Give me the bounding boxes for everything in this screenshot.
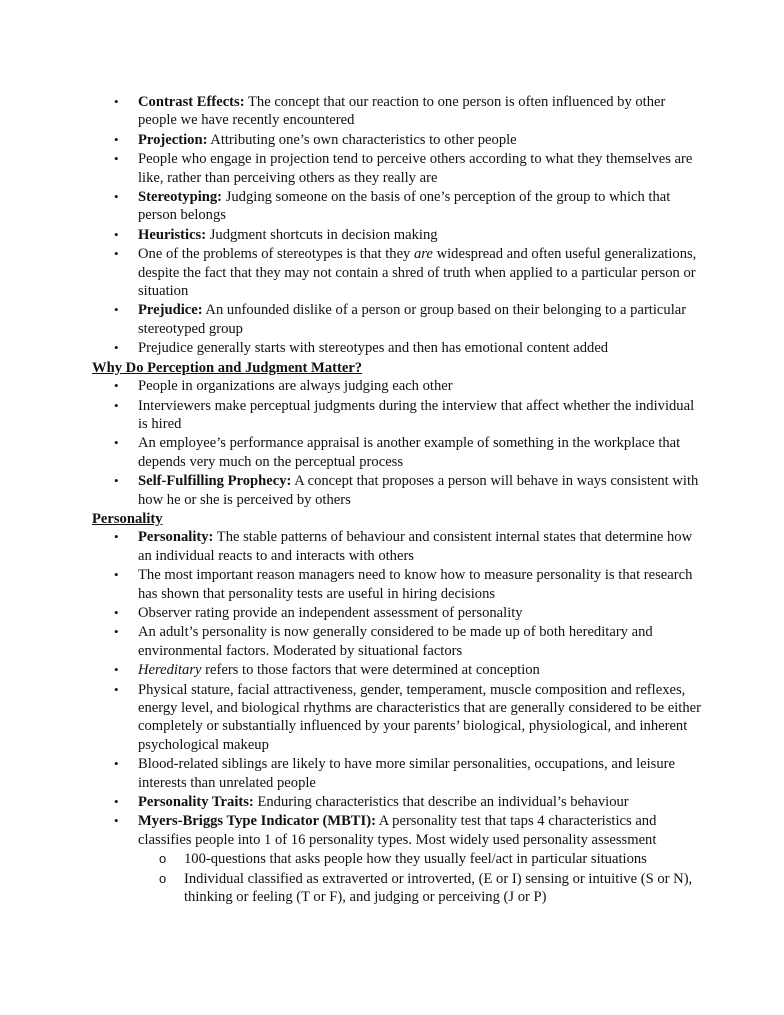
item-text: The most important reason managers need to know how to measure personality is that research has shown that personality tests are useful in hiring decisions xyxy=(138,567,693,602)
list-item-personality-traits xyxy=(92,793,702,811)
term-label: Self-Fulfilling Prophecy: xyxy=(138,473,292,490)
list-item xyxy=(92,566,702,603)
list-item-stereotype-problems xyxy=(92,245,702,300)
bullet-icon: • xyxy=(114,302,119,318)
bullet-icon: • xyxy=(114,189,119,205)
definition-text: Enduring characteristics that describe an individual’s behaviour xyxy=(253,794,629,811)
item-text-emphasis: are xyxy=(414,246,433,263)
item-text: People who engage in projection tend to perceive others according to what they themselves are like, rather than perceiving others as they really are xyxy=(138,151,693,186)
perception-list xyxy=(92,93,702,358)
bullet-icon: • xyxy=(114,624,119,640)
bullet-icon: • xyxy=(114,813,119,829)
bullet-icon: • xyxy=(114,567,119,583)
definition-text: Attributing one’s own characteristics to other people xyxy=(207,131,517,148)
bullet-icon: • xyxy=(114,131,119,147)
circle-bullet-icon: o xyxy=(159,851,167,867)
bullet-icon: • xyxy=(114,226,119,242)
list-item-mbti xyxy=(92,812,702,849)
bullet-icon: • xyxy=(114,794,119,810)
bullet-icon: • xyxy=(114,340,119,356)
item-text: Blood-related siblings are likely to have more similar personalities, occupations, and leisure interests than unrelated people xyxy=(138,756,675,791)
why-matter-list xyxy=(92,377,702,509)
item-text: An employee’s performance appraisal is another example of something in the workplace that depends very much on the perceptual process xyxy=(138,435,681,470)
bullet-icon: • xyxy=(114,246,119,262)
definition-text: The concept that our reaction to one person is often influenced by other people we have recently encountered xyxy=(138,94,666,129)
term-label: Stereotyping: xyxy=(138,189,223,206)
list-item xyxy=(92,377,702,395)
item-text: An adult’s personality is now generally considered to be made up of both hereditary and environmental factors. Moderated by situational factors xyxy=(138,624,653,659)
definition-text: Judgment shortcuts in decision making xyxy=(206,226,438,243)
term-label: Contrast Effects: xyxy=(138,94,245,110)
list-item-contrast-effects xyxy=(92,93,702,130)
item-text: Observer rating provide an independent assessment of personality xyxy=(138,604,523,621)
circle-bullet-icon: o xyxy=(159,870,167,886)
term-label: Myers-Briggs Type Indicator (MBTI): xyxy=(138,813,376,830)
bullet-icon: • xyxy=(114,681,119,697)
list-item-heuristics xyxy=(92,226,702,244)
item-text-pre: One of the problems of stereotypes is that they xyxy=(138,246,414,263)
list-item xyxy=(92,755,702,792)
definition-text: The stable patterns of behaviour and consistent internal states that determine how an individual reacts to and interacts with others xyxy=(138,529,693,564)
bullet-icon: • xyxy=(114,473,119,489)
bullet-icon: • xyxy=(114,151,119,167)
item-text: Individual classified as extraverted or introverted, (E or I) sensing or intuitive (S or N), thinking or feeling (T or F), and judging or perceiving (J or P) xyxy=(184,870,693,906)
definition-text: Judging someone on the basis of one’s perception of the group to which that person belongs xyxy=(138,189,671,224)
definition-text: An unfounded dislike of a person or group based on their belonging to a particular stereotyped group xyxy=(138,302,687,337)
term-label: Projection: xyxy=(138,131,208,148)
bullet-icon: • xyxy=(114,378,119,394)
bullet-icon: • xyxy=(114,604,119,620)
bullet-icon: • xyxy=(114,756,119,772)
bullet-icon: • xyxy=(114,662,119,678)
section-heading-personality: Personality xyxy=(92,510,163,527)
list-item-prejudice-detail xyxy=(92,339,702,357)
definition-text: A personality test that taps 4 characteristics and classifies people into 1 of 16 personality types. Most widely used personality assessment xyxy=(138,813,657,848)
bullet-icon: • xyxy=(114,94,119,109)
list-item-hereditary xyxy=(92,661,702,679)
sub-list-item xyxy=(92,850,702,868)
term-label: Personality: xyxy=(138,529,214,546)
term-label: Prejudice: xyxy=(138,302,203,319)
sub-list-item xyxy=(92,870,702,907)
bullet-icon: • xyxy=(114,529,119,545)
item-text: Physical stature, facial attractiveness, gender, temperament, muscle composition and reflexes, energy level, and biological rhythms are characteristics that are generally considered to be either completely or substantially influenced by your parents’ biological, physiological, and inherent psychological makeup xyxy=(138,681,701,753)
list-item-self-fulfilling-prophecy xyxy=(92,472,702,509)
item-text-emphasis: Hereditary xyxy=(138,662,202,679)
item-text: 100-questions that asks people how they usually feel/act in particular situations xyxy=(184,851,647,868)
item-text: Prejudice generally starts with stereotypes and then has emotional content added xyxy=(138,340,609,357)
list-item-stereotyping xyxy=(92,188,702,225)
document-page xyxy=(92,93,702,907)
list-item xyxy=(92,434,702,471)
list-item-projection xyxy=(92,131,702,149)
list-item-projection-detail xyxy=(92,150,702,187)
list-item xyxy=(92,397,702,434)
item-text: Interviewers make perceptual judgments during the interview that affect whether the individual is hired xyxy=(138,397,695,432)
bullet-icon: • xyxy=(114,397,119,413)
item-text: People in organizations are always judging each other xyxy=(138,378,453,395)
definition-text: A concept that proposes a person will behave in ways consistent with how he or she is perceived by others xyxy=(138,473,699,508)
term-label: Personality Traits: xyxy=(138,794,254,811)
item-text-post: widespread and often useful generalizations, despite the fact that they may not contain a shred of truth when applied to a particular person or situation xyxy=(138,246,697,300)
term-label: Heuristics: xyxy=(138,226,207,243)
item-text-post: refers to those factors that were determined at conception xyxy=(201,662,540,679)
list-item-personality xyxy=(92,528,702,565)
personality-list xyxy=(92,528,702,906)
bullet-icon: • xyxy=(114,435,119,451)
list-item xyxy=(92,623,702,660)
list-item xyxy=(92,604,702,622)
list-item xyxy=(92,681,702,755)
section-heading-why-perception-matters: Why Do Perception and Judgment Matter? xyxy=(92,359,363,376)
list-item-prejudice xyxy=(92,301,702,338)
